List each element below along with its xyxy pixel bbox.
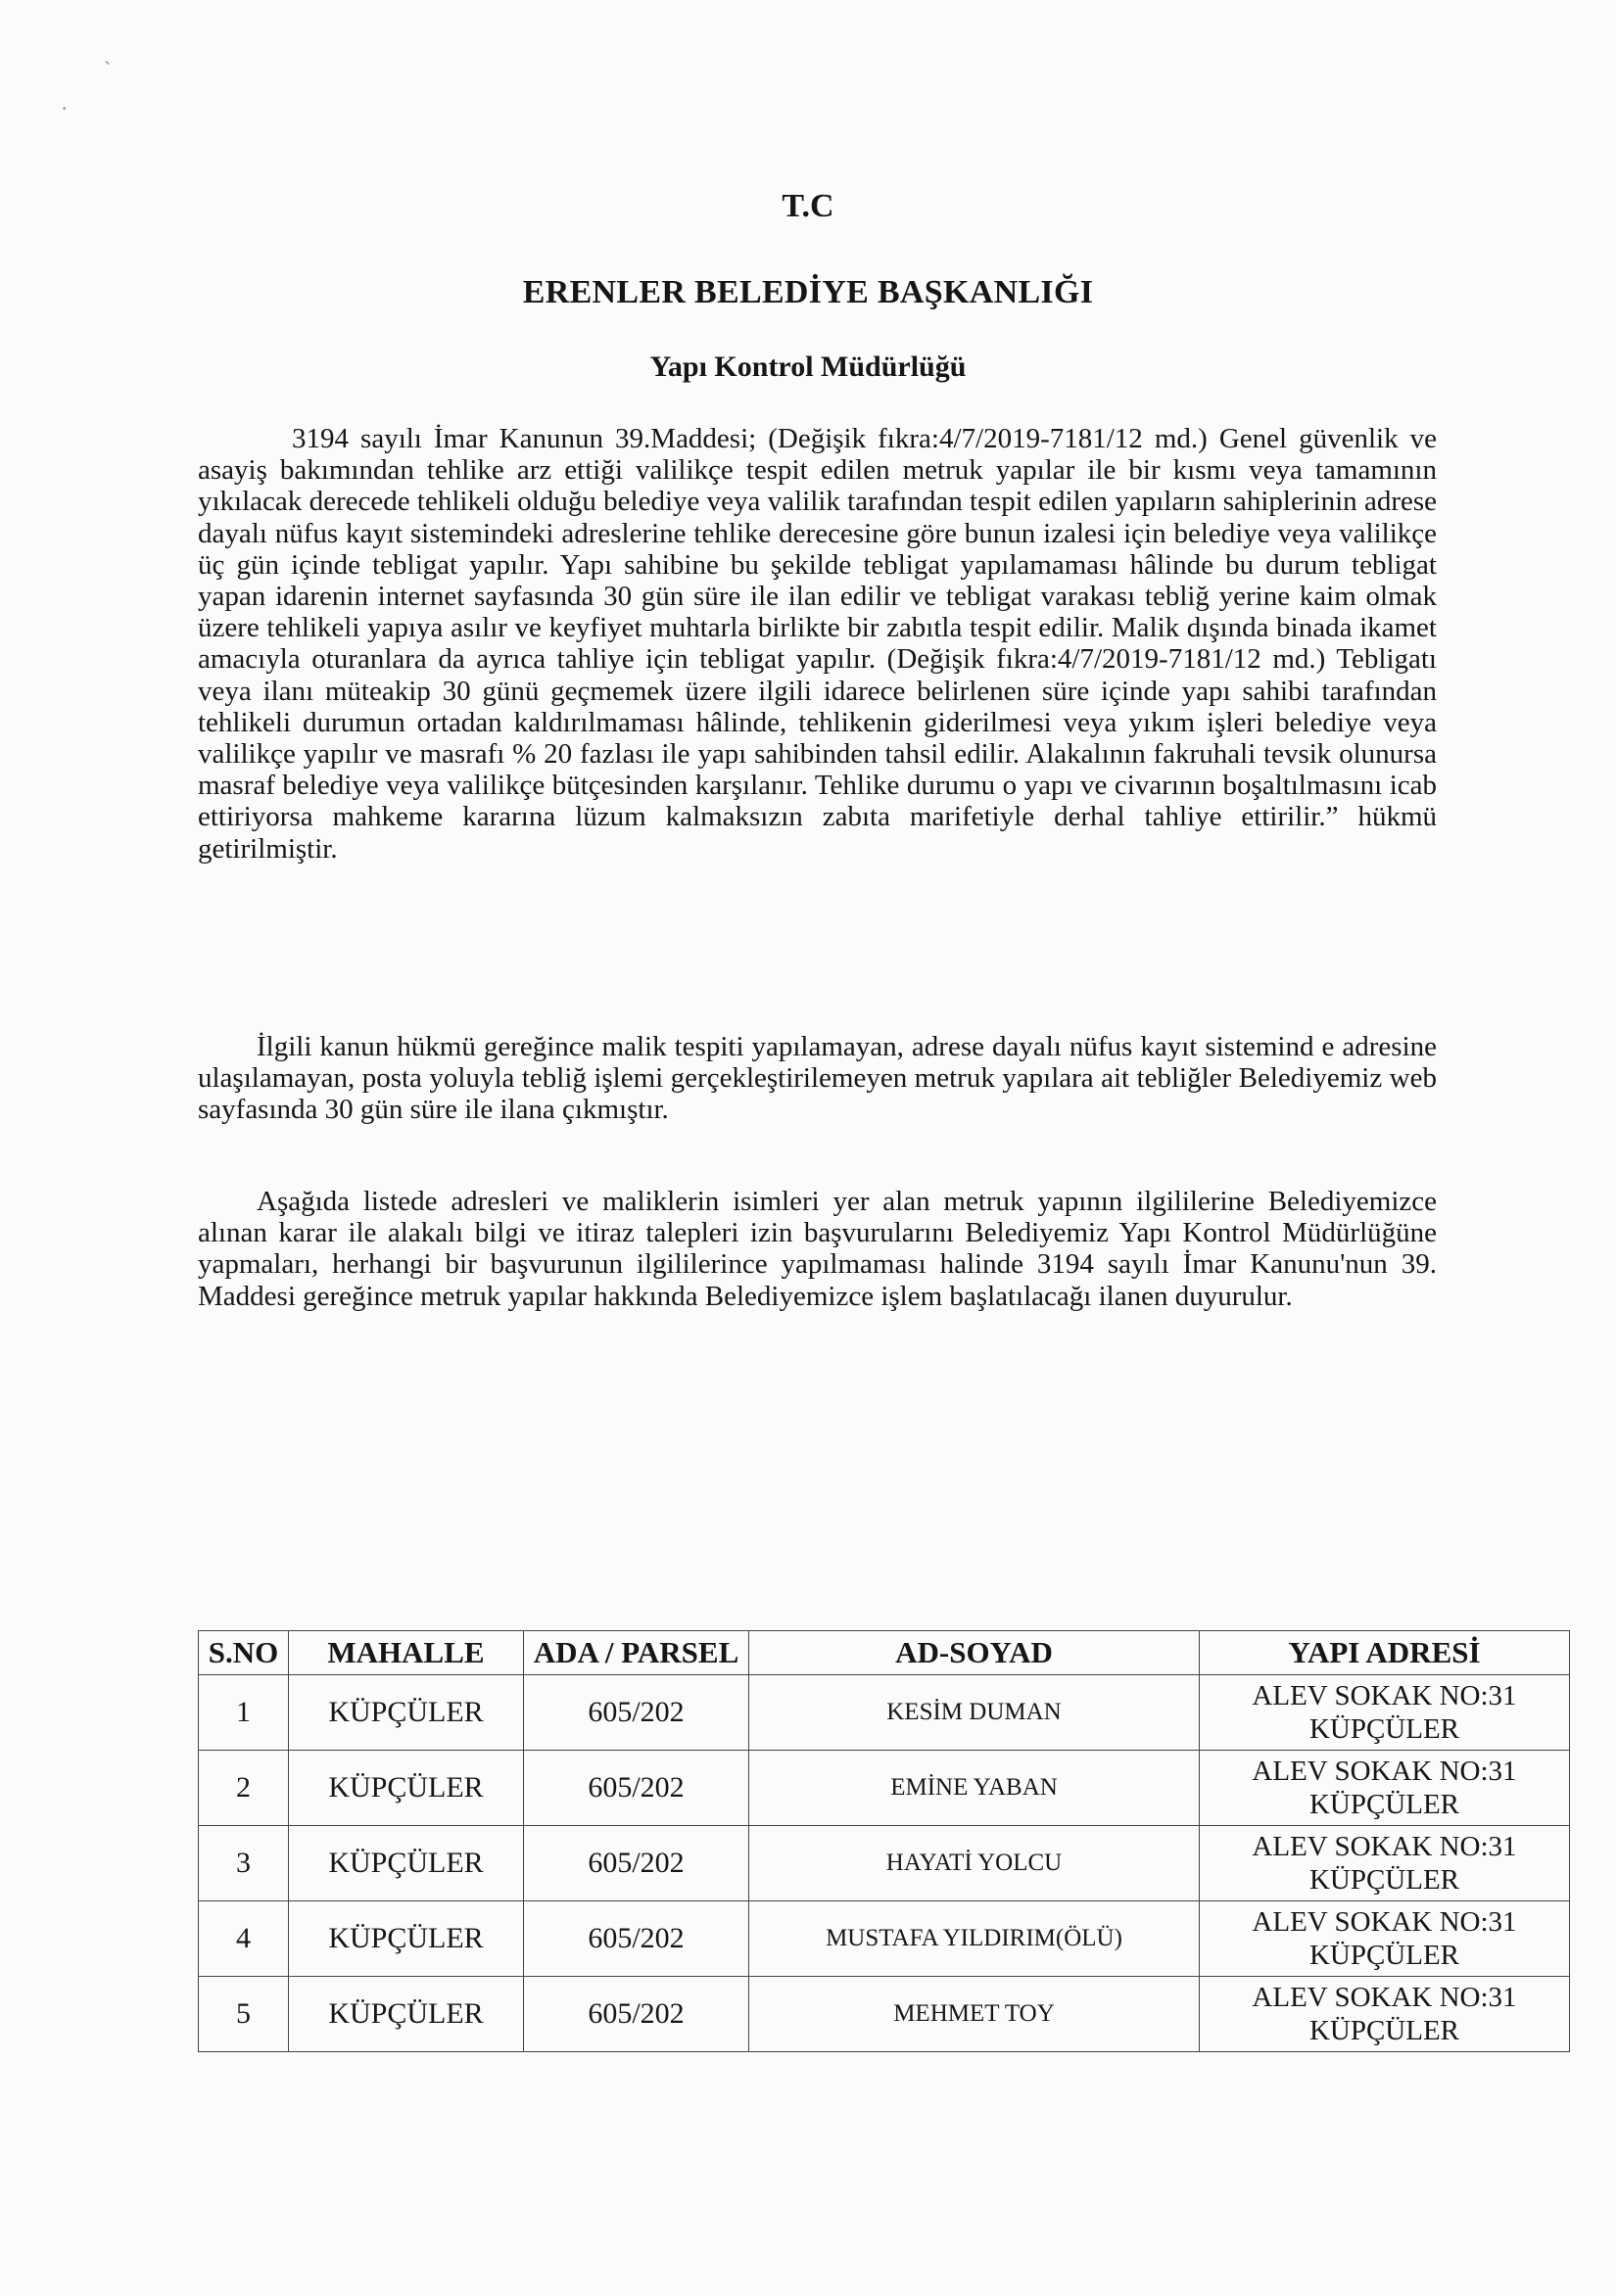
cell-ad-soyad: EMİNE YABAN xyxy=(749,1751,1200,1826)
address-line: ALEV SOKAK NO:31 xyxy=(1252,1906,1517,1938)
cell-mahalle: KÜPÇÜLER xyxy=(289,1675,524,1751)
address-line: KÜPÇÜLER xyxy=(1308,1864,1460,1896)
address-line: ALEV SOKAK NO:31 xyxy=(1252,1831,1517,1862)
cell-mahalle: KÜPÇÜLER xyxy=(289,1751,524,1826)
column-header-ad-soyad: AD-SOYAD xyxy=(749,1631,1200,1675)
table-header-row xyxy=(199,1631,1570,1675)
table-row xyxy=(199,1751,1570,1826)
table-row xyxy=(199,1826,1570,1901)
cell-sno: 5 xyxy=(199,1977,289,2052)
cell-sno: 1 xyxy=(199,1675,289,1751)
table-row xyxy=(199,1901,1570,1977)
cell-ada-parsel: 605/202 xyxy=(524,1977,749,2052)
cell-sno: 2 xyxy=(199,1751,289,1826)
cell-yapi-adresi xyxy=(1200,1826,1570,1901)
cell-yapi-adresi xyxy=(1200,1901,1570,1977)
table-row xyxy=(199,1977,1570,2052)
header-tc: T.C xyxy=(782,188,834,224)
address-line: KÜPÇÜLER xyxy=(1308,2015,1460,2046)
cell-mahalle: KÜPÇÜLER xyxy=(289,1901,524,1977)
cell-sno: 4 xyxy=(199,1901,289,1977)
column-header-mahalle: MAHALLE xyxy=(289,1631,524,1675)
address-line: ALEV SOKAK NO:31 xyxy=(1252,1756,1517,1787)
cell-sno: 3 xyxy=(199,1826,289,1901)
table-row xyxy=(199,1675,1570,1751)
announcement-paragraph: Aşağıda listede adresleri ve maliklerin isimleri yer alan metruk yapının ilgililerine Belediyemizce alınan karar ile alakalı bilgi ve itiraz talepleri izin başvurularını Belediyemiz Yapı Kontrol Müdürlüğüne yapmaları, herhangi bir başvurunun ilgililerince yapılmaması halinde 3194 sayılı İmar Kanunu'nun 39. Maddesi gereğince metruk yapılar hakkında Belediyemizce işlem başlatılacağı ilanen duyurulur. xyxy=(198,1186,1437,1312)
cell-ad-soyad: KESİM DUMAN xyxy=(749,1675,1200,1751)
cell-ad-soyad: MEHMET TOY xyxy=(749,1977,1200,2052)
address-line: KÜPÇÜLER xyxy=(1308,1713,1460,1745)
cell-ad-soyad: MUSTAFA YILDIRIM(ÖLÜ) xyxy=(749,1901,1200,1977)
cell-ada-parsel: 605/202 xyxy=(524,1675,749,1751)
notice-paragraph: İlgili kanun hükmü gereğince malik tespiti yapılamayan, adrese dayalı nüfus kayıt sistemind e adresine ulaşılamayan, posta yoluyla tebliğ işlemi gerçekleştirilemeyen metruk yapılara ait tebliğler Belediyemiz web sayfasında 30 gün süre ile ilana çıkmıştır. xyxy=(198,1031,1437,1126)
column-header-ada-parsel: ADA / PARSEL xyxy=(524,1631,749,1675)
scan-speck: ` xyxy=(104,57,112,81)
scan-speck: · xyxy=(61,96,69,120)
address-line: KÜPÇÜLER xyxy=(1308,1789,1460,1820)
column-header-yapi-adresi: YAPI ADRESİ xyxy=(1200,1631,1570,1675)
department-title: Yapı Kontrol Müdürlüğü xyxy=(649,351,967,383)
cell-ada-parsel: 605/202 xyxy=(524,1901,749,1977)
cell-yapi-adresi xyxy=(1200,1977,1570,2052)
law-paragraph: 3194 sayılı İmar Kanunun 39.Maddesi; (Değişik fıkra:4/7/2019-7181/12 md.) Genel güvenlik ve asayiş bakımından tehlike arz ettiği valilikçe tespit edilen metruk yapılar ile bir kısmı veya tamamının yıkılacak derecede tehlikeli olduğu belediye veya valilik tarafından tespit edilen yapıların sahiplerinin adrese dayalı nüfus kayıt sistemindeki adreslerine tehlike derecesine göre bunun izalesi için belediye veya valilikçe üç gün içinde tebligat yapılır. Yapı sahibine bu şekilde tebligat yapılamaması hâlinde bu durum tebligat yapan idarenin internet sayfasında 30 gün süre ile ilan edilir ve tebligat varakası tebliğ yerine kaim olmak üzere tehlikeli yapıya asılır ve keyfiyet muhtarla birlikte bir zabıtla tespit edilir. Malik dışında binada ikamet amacıyla oturanlara da ayrıca tahliye için tebligat yapılır. (Değişik fıkra:4/7/2019-7181/12 md.) Tebligatı veya ilanı müteakip 30 günü geçmemek üzere ilgili idarece belirlenen süre içinde yapı sahibi tarafından tehlikeli durumun ortadan kaldırılmaması hâlinde, tehlikenin giderilmesi veya yıkım işleri belediye veya valilikçe yapılır ve masrafı % 20 fazlası ile yapı sahibinden tahsil edilir. Alakalının fakruhali tevsik olunursa masraf belediye veya valilikçe bütçesinden karşılanır. Tehlike durumu o yapı ve civarının boşaltılmasını icab ettiriyorsa mahkeme kararına lüzum kalmaksızın zabıta marifetiyle derhal tahliye ettirilir.” hükmü getirilmiştir. xyxy=(198,423,1437,865)
cell-yapi-adresi xyxy=(1200,1675,1570,1751)
cell-ada-parsel: 605/202 xyxy=(524,1826,749,1901)
cell-ada-parsel: 605/202 xyxy=(524,1751,749,1826)
column-header-sno: S.NO xyxy=(199,1631,289,1675)
address-line: ALEV SOKAK NO:31 xyxy=(1252,1680,1517,1711)
cell-mahalle: KÜPÇÜLER xyxy=(289,1977,524,2052)
cell-ad-soyad: HAYATİ YOLCU xyxy=(749,1826,1200,1901)
address-line: ALEV SOKAK NO:31 xyxy=(1252,1982,1517,2013)
building-owners-table xyxy=(198,1630,1570,2052)
address-line: KÜPÇÜLER xyxy=(1308,1940,1460,1971)
cell-yapi-adresi xyxy=(1200,1751,1570,1826)
organization-title: ERENLER BELEDİYE BAŞKANLIĞI xyxy=(522,274,1094,310)
cell-mahalle: KÜPÇÜLER xyxy=(289,1826,524,1901)
